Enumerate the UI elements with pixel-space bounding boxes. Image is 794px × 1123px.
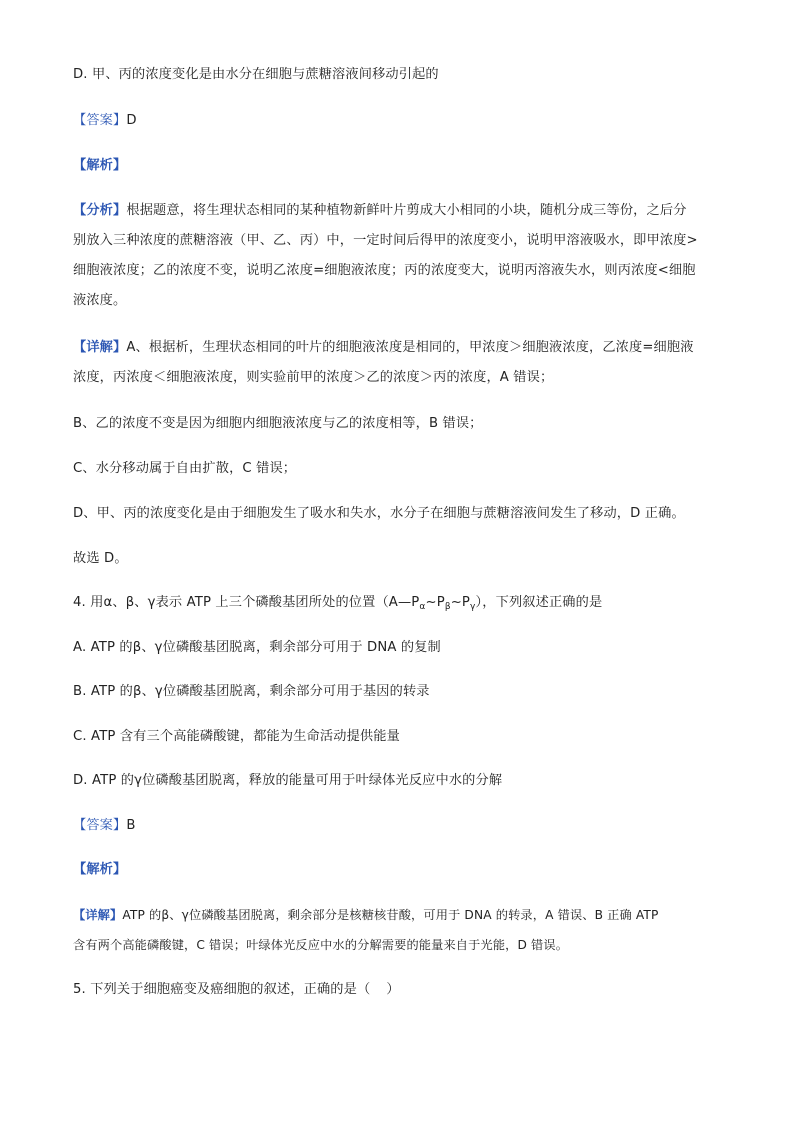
detail-tag: 【详解】 [73, 340, 127, 355]
q3-detail-line-1 [73, 339, 733, 357]
detail-tag: 【详解】 [73, 908, 123, 922]
q3-fenxi-line-3: 细胞液浓度；乙的浓度不变，说明乙浓度=细胞液浓度；丙的浓度变大，说明丙溶液失水，则丙浓度<细胞 [73, 263, 696, 278]
q4-option-c: C. ATP 含有三个高能磷酸键，都能为生命活动提供能量 [73, 729, 400, 744]
analysis-tag: 【解析】 [73, 862, 127, 877]
detail-text: ATP 的β、γ位磷酸基团脱离，剩余部分是核糖核苷酸，可用于 DNA 的转录，A 错误、B 正确 ATP [122, 908, 659, 922]
answer-tag: 【答案】 [73, 113, 127, 128]
q4-detail-line-1 [73, 906, 733, 924]
q4-answer [73, 817, 733, 835]
q3-detail-line-2: 浓度，丙浓度＜细胞液浓度，则实验前甲的浓度＞乙的浓度＞丙的浓度，A 错误； [73, 370, 554, 385]
q4-option-a: A. ATP 的β、γ位磷酸基团脱离，剩余部分可用于 DNA 的复制 [73, 640, 441, 655]
answer-value: B [126, 818, 136, 833]
fenxi-tag: 【分析】 [73, 203, 127, 218]
answer-tag: 【答案】 [73, 818, 127, 833]
answer-value: D [126, 113, 137, 128]
analysis-tag: 【解析】 [73, 158, 127, 173]
q3-detail-line-6: 故选 D。 [73, 551, 128, 566]
q4-analysis-heading [73, 861, 733, 879]
q3-analysis-heading [73, 157, 733, 175]
q4-stem: 4. 用α、β、γ表示 ATP 上三个磷酸基团所处的位置$(A—P_\alpha\sim P_\beta\sim P_\gamma)$，下列叙述正确的是 [73, 595, 603, 612]
q3-detail-line-3: B、乙的浓度不变是因为细胞内细胞液浓度与乙的浓度相等，B 错误； [73, 416, 483, 431]
q4-detail-line-2: 含有两个高能磷酸键，C 错误；叶绿体光反应中水的分解需要的能量来自于光能，D 错误。 [73, 938, 569, 952]
q5-stem: 5. 下列关于细胞癌变及癌细胞的叙述，正确的是（ ） [73, 982, 400, 997]
q3-answer [73, 112, 733, 130]
fenxi-text: 根据题意，将生理状态相同的某种植物新鲜叶片剪成大小相同的小块，随机分成三等份，之后分 [126, 203, 687, 218]
q3-fenxi-line-1 [73, 202, 733, 220]
q3-detail-line-4: C、水分移动属于自由扩散，C 错误； [73, 461, 297, 476]
q3-option-d: D. 甲、丙的浓度变化是由水分在细胞与蔗糖溶液间移动引起的 [73, 67, 439, 82]
q4-option-b: B. ATP 的β、γ位磷酸基团脱离，剩余部分可用于基因的转录 [73, 684, 430, 699]
q4-option-d: D. ATP 的γ位磷酸基团脱离，释放的能量可用于叶绿体光反应中水的分解 [73, 773, 503, 788]
q3-fenxi-line-4: 液浓度。 [73, 293, 127, 308]
q3-fenxi-line-2: 别放入三种浓度的蔗糖溶液（甲、乙、丙）中，一定时间后得甲的浓度变小，说明甲溶液吸水，即甲浓度> [73, 233, 698, 248]
q3-detail-line-5: D、甲、丙的浓度变化是由于细胞发生了吸水和失水，水分子在细胞与蔗糖溶液间发生了移动，D 正确。 [73, 506, 685, 521]
detail-text: A、根据析，生理状态相同的叶片的细胞液浓度是相同的，甲浓度＞细胞液浓度，乙浓度=细胞液 [126, 340, 694, 355]
